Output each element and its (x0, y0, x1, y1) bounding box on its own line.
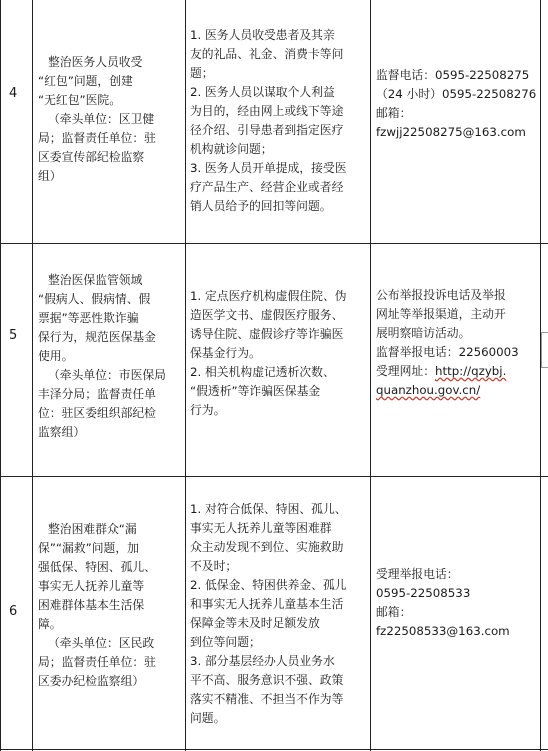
issue-line: 保基金行为。 (190, 346, 261, 360)
issue-line: 和事实无人抚养儿童基本生活 (190, 597, 344, 611)
task-line: 保行为，规范医保基金 (38, 330, 156, 344)
row-divider (0, 749, 548, 750)
issue-line: 1. 对符合低保、特困、孤儿、 (190, 502, 347, 516)
issue-line: 1. 医务人员收受患者及其亲 (190, 28, 335, 42)
contact-line: 监督举报电话：22560003 (376, 345, 519, 359)
task-cell (38, 520, 181, 691)
task-line: “假病人、假病情、假 (38, 292, 151, 306)
lead-line: 位：驻区委组织部纪检 (38, 406, 156, 420)
contact-cell (376, 286, 539, 400)
issue-line: 2. 相关机构虚记透析次数、 (190, 365, 335, 379)
issues-cell (190, 287, 367, 420)
issue-line: 为目的，经由网上或线下等途 (190, 104, 344, 118)
task-line: 整治困难群众“漏 (48, 522, 137, 536)
task-line: 障。 (38, 617, 62, 631)
issue-line: 径介绍、引导患者到指定医疗 (190, 123, 344, 137)
contact-line: 邮箱： (376, 106, 412, 120)
lead-line: 监察组） (38, 425, 86, 439)
task-line: 票据”等恶性欺诈骗 (38, 311, 139, 325)
issue-line: 销人员给予的回扣等问题。 (190, 199, 332, 213)
task-line: 困难群体基本生活保 (38, 598, 145, 612)
email-link[interactable]: fzwjj22508275@163.com (376, 125, 526, 139)
email-link[interactable]: fz22508533@163.com (376, 624, 510, 638)
contact-line: 公布举报投诉电话及举报 (376, 288, 506, 302)
contact-line: 邮箱： (376, 605, 412, 619)
lead-line: 区委宣传部纪检监察 (38, 150, 145, 164)
issue-line: 事实无人抚养儿童等困难群 (190, 521, 332, 535)
table-border (540, 0, 541, 751)
table-border (370, 0, 371, 751)
contact-line: （24 小时）0595-22508276 (376, 87, 537, 101)
issues-cell (190, 26, 367, 216)
issue-line: 友的礼品、礼金、消费卡等问 (190, 47, 344, 61)
contact-line: 0595-22508533 (376, 586, 471, 600)
issue-line: 机构就诊问题； (190, 142, 273, 156)
issue-line: 造医学文书、虚假医疗服务、 (190, 308, 344, 322)
issue-line: 行为。 (190, 403, 226, 417)
row-number: 6 (9, 604, 18, 619)
lead-line: 区委办纪检监察组） (38, 674, 145, 688)
lead-line: 局；监督责任单位：驻 (38, 131, 156, 145)
row-number: 4 (9, 86, 18, 101)
contact-cell (376, 66, 539, 142)
report-url-link[interactable]: http://qzybj. (435, 364, 507, 378)
issue-line: 疗产品生产、经营企业或者经 (190, 180, 344, 194)
task-line: “红包”问题，创建 (38, 74, 133, 88)
report-url-link-cont[interactable]: quanzhou.gov.cn/ (376, 383, 481, 397)
task-line: 强低保、特困、孤儿、 (38, 560, 156, 574)
task-line: 整治医保监管领域 (48, 273, 143, 287)
issue-line: 2. 医务人员以谋取个人利益 (190, 85, 335, 99)
contact-line: 受理举报电话： (376, 567, 459, 581)
task-line: 事实无人抚养儿童等 (38, 579, 145, 593)
issue-line: 不及时； (190, 559, 238, 573)
task-cell (38, 271, 181, 442)
task-line: 使用。 (38, 349, 74, 363)
issue-line: 众主动发现不到位、实施救助 (190, 540, 344, 554)
issue-line: 2. 低保金、特困供养金、孤儿 (190, 578, 347, 592)
issue-line: 1. 定点医疗机构虚假住院、伪 (190, 289, 347, 303)
contact-line (376, 381, 539, 400)
contact-line: 网址等举报渠道，主动开 (376, 307, 506, 321)
lead-line: 组） (38, 169, 62, 183)
issue-line: 到位等问题； (190, 635, 261, 649)
task-line: 保”“漏救”问题，加 (38, 541, 139, 555)
table-border (0, 0, 1, 751)
issue-line: “假透析”等诈骗医保基金 (190, 384, 321, 398)
issue-line: 落实不精准、不担当不作为等 (190, 692, 344, 706)
task-line: 整治医务人员收受 (48, 55, 143, 69)
issue-line: 问题。 (190, 711, 226, 725)
lead-line: （牵头单位：区卫健 (48, 112, 155, 126)
lead-line: 丰泽分局；监督责任单 (38, 387, 156, 401)
edge-fragment (541, 332, 548, 368)
issue-line: 平不高、服务意识不强、政策 (190, 673, 344, 687)
contact-line: 展明察暗访活动。 (376, 326, 471, 340)
row-divider (0, 476, 548, 477)
task-cell (38, 53, 181, 186)
contact-line: 监督电话：0595-22508275 (376, 68, 530, 82)
lead-line: （牵头单位：区民政 (48, 636, 155, 650)
url-label: 受理网址： (376, 364, 435, 378)
issue-line: 题； (190, 66, 214, 80)
lead-line: （牵头单位：市医保局 (48, 368, 166, 382)
table-border (185, 0, 186, 751)
contact-line (376, 362, 539, 381)
row-number: 5 (9, 328, 18, 343)
contact-cell (376, 565, 539, 641)
issue-line: 保障金等未及时足额发放 (190, 616, 320, 630)
issue-line: 3. 医务人员开单提成，接受医 (190, 161, 347, 175)
lead-line: 局；监督责任单位：驻 (38, 655, 156, 669)
table-border (32, 0, 33, 751)
issue-line: 3. 部分基层经办人员业务水 (190, 654, 335, 668)
task-line: “无红包”医院。 (38, 93, 122, 107)
issue-line: 诱导住院、虚假诊疗等诈骗医 (190, 327, 344, 341)
row-divider (0, 243, 548, 244)
issues-cell (190, 500, 367, 728)
